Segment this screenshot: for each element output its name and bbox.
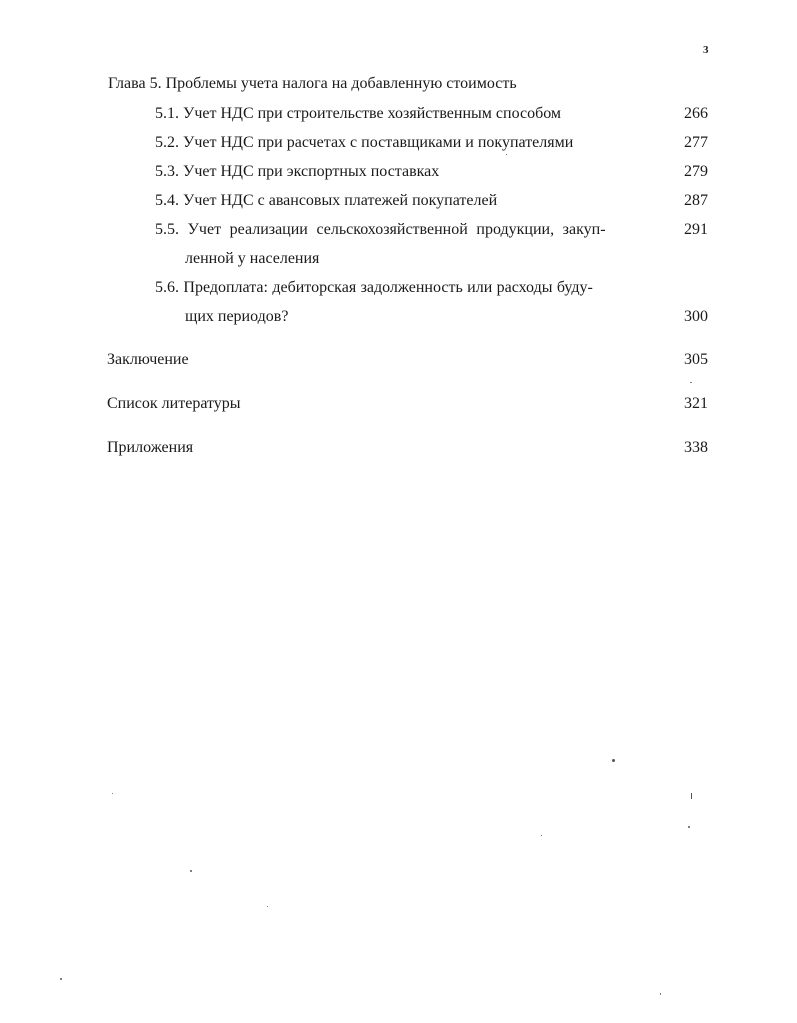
toc-entry-text: Заключение	[107, 351, 189, 368]
toc-entry-text-line1: 5.6. Предоплата: дебиторская задолженность или расходы буду-	[155, 279, 593, 296]
chapter-title: Глава 5. Проблемы учета налога на добавленную стоимость	[108, 75, 517, 92]
toc-entry-text-line2: щих периодов?	[185, 308, 289, 325]
toc-entry-page: 266	[684, 105, 708, 122]
scan-speck	[690, 382, 692, 383]
toc-entry-page: 287	[684, 192, 708, 209]
scan-speck	[190, 870, 192, 872]
scan-speck	[267, 906, 268, 907]
toc-entry-page: 279	[684, 163, 708, 180]
scan-speck	[112, 793, 113, 794]
toc-entry-text-line1: 5.5. Учет реализации сельскохозяйственной продукции, закуп-	[155, 221, 606, 238]
page-number: 3	[703, 44, 709, 56]
toc-entry-text: 5.2. Учет НДС при расчетах с поставщиками и покупателями	[155, 134, 574, 151]
toc-entry-page: 277	[684, 134, 708, 151]
scan-speck	[506, 154, 507, 155]
scan-speck	[60, 978, 62, 980]
scan-speck	[541, 835, 542, 836]
toc-entry-text: 5.3. Учет НДС при экспортных поставках	[155, 163, 440, 180]
toc-entry-page: 305	[684, 351, 708, 368]
toc-entry-text: 5.4. Учет НДС с авансовых платежей покупателей	[155, 192, 498, 209]
scan-speck	[691, 793, 692, 799]
scan-speck	[612, 759, 615, 762]
toc-entry-page: 291	[684, 221, 708, 238]
toc-entry-page: 338	[684, 439, 708, 456]
toc-entry-text: 5.1. Учет НДС при строительстве хозяйственным способом	[155, 105, 562, 122]
toc-entry-page: 300	[684, 308, 708, 325]
toc-entry-text: Список литературы	[107, 395, 241, 412]
scan-speck	[660, 993, 661, 995]
toc-entry-page: 321	[684, 395, 708, 412]
toc-entry-text: Приложения	[107, 439, 194, 456]
toc-entry-text-line2: ленной у населения	[185, 250, 320, 267]
scan-speck	[688, 826, 690, 828]
